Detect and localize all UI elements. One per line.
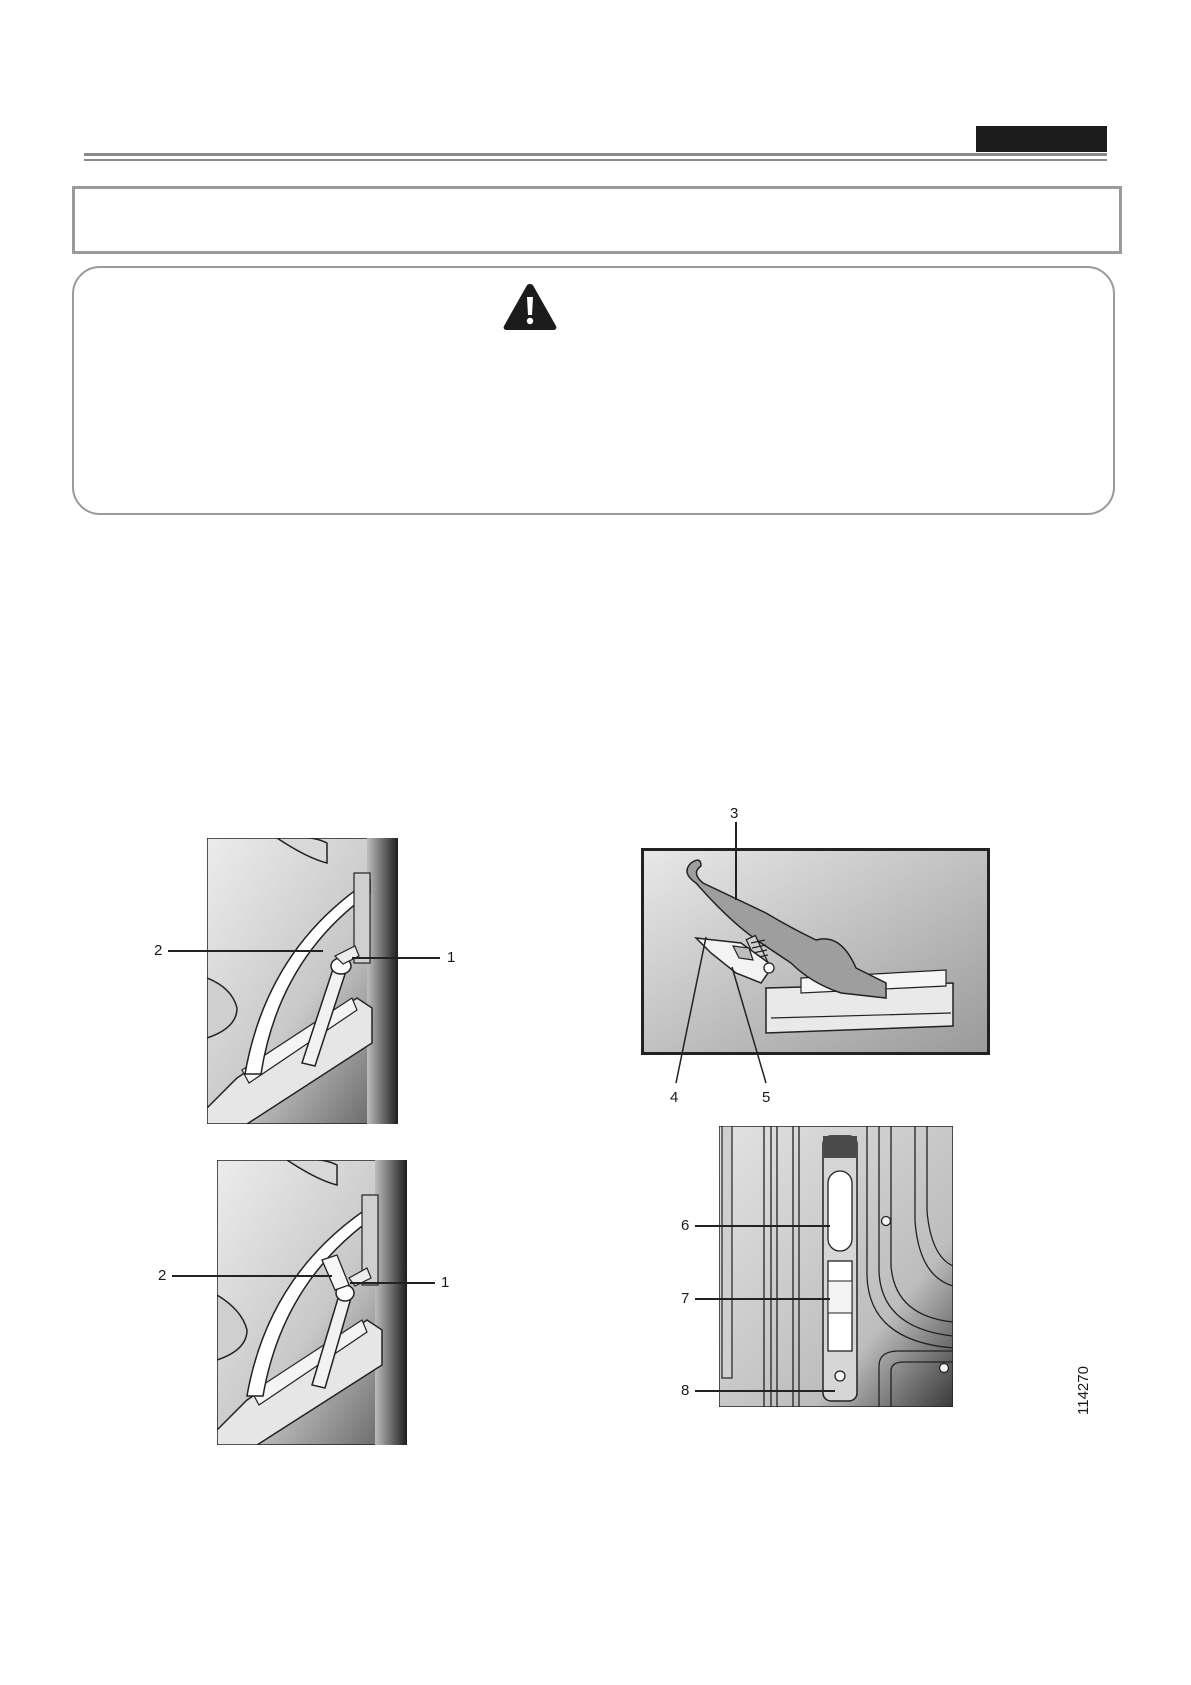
leader-line — [352, 957, 440, 959]
rail-slot-figure — [719, 1126, 953, 1407]
callout-3: 3 — [730, 805, 739, 822]
callout-1: 1 — [441, 1274, 450, 1291]
leader-line-5 — [730, 965, 770, 1085]
lever-figure-position-b — [217, 1160, 407, 1445]
callout-6: 6 — [681, 1217, 690, 1234]
callout-2: 2 — [158, 1267, 167, 1284]
callout-5: 5 — [762, 1089, 771, 1106]
leader-line — [695, 1390, 835, 1392]
section-title-box — [72, 186, 1122, 254]
header-rule — [84, 153, 1107, 156]
callout-7: 7 — [681, 1290, 690, 1307]
callout-8: 8 — [681, 1382, 690, 1399]
warning-triangle-icon — [502, 282, 558, 332]
callout-4: 4 — [670, 1089, 679, 1106]
figure-reference-code: 114270 — [1075, 1366, 1092, 1415]
lever-figure-position-a — [207, 838, 398, 1124]
leader-line — [695, 1298, 830, 1300]
leader-line — [172, 1275, 332, 1277]
leader-line — [350, 1282, 435, 1284]
callout-1: 1 — [447, 949, 456, 966]
leader-line — [695, 1225, 830, 1227]
chapter-tab — [976, 126, 1107, 152]
warning-box — [72, 266, 1115, 515]
leader-line — [168, 950, 323, 952]
leader-line-4 — [674, 935, 714, 1085]
leader-line — [735, 822, 737, 900]
callout-2: 2 — [154, 942, 163, 959]
header-rule-secondary — [84, 159, 1107, 161]
